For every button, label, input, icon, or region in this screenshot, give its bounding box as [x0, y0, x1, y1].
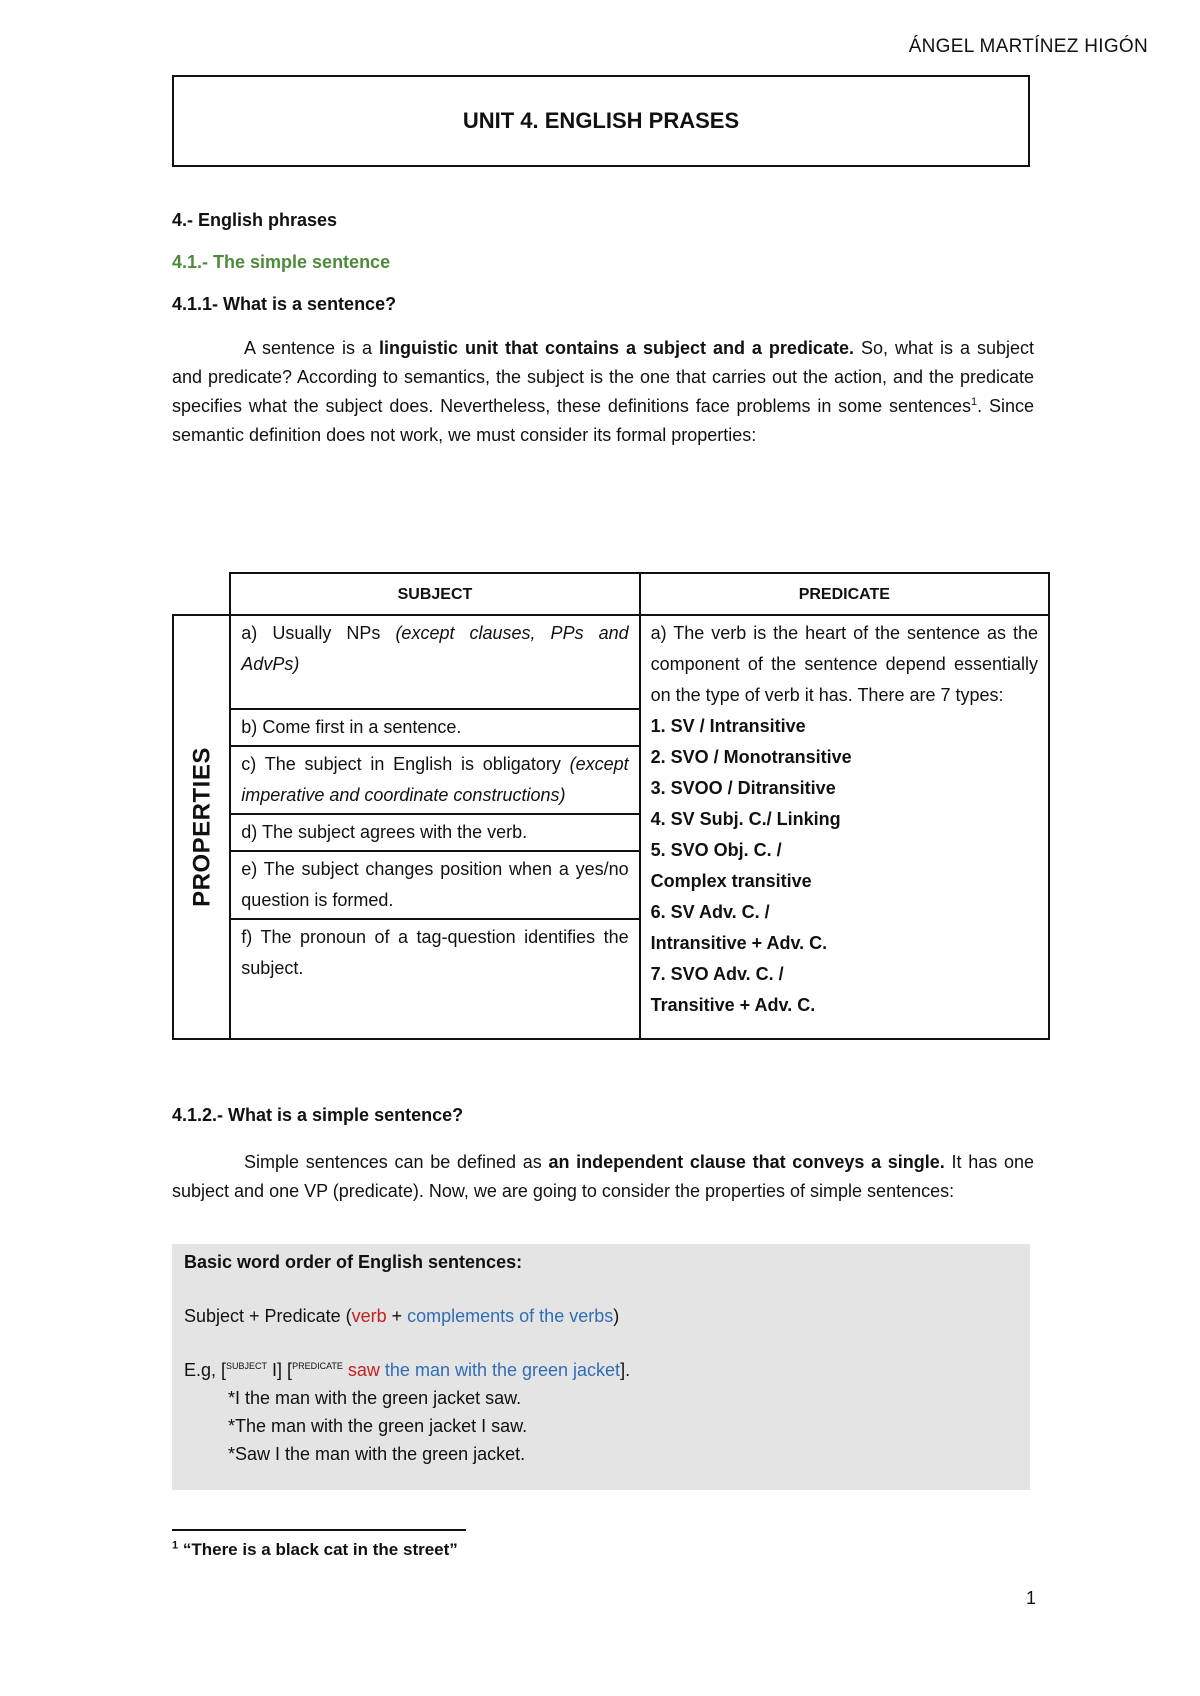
subject-header: SUBJECT [230, 573, 639, 615]
question-heading-1: 4.1.1- What is a sentence? [172, 294, 397, 314]
footnote-separator [172, 1529, 466, 1531]
table-corner [173, 573, 230, 615]
verb-type: 2. SVO / Monotransitive [650, 747, 852, 767]
wrong-example: *The man with the green jacket I saw. [228, 1416, 528, 1436]
properties-label: PROPERTIES [188, 747, 216, 907]
page-title: UNIT 4. ENGLISH PRASES [462, 108, 740, 133]
author-name: ÁNGEL MARTÍNEZ HIGÓN [908, 36, 1148, 57]
footnote-ref: 1 [971, 396, 978, 408]
predicate-intro: a) The verb is the heart of the sentence as the component of the sentence depend essentially on the type of verb it has. There are 7 types: [650, 623, 1038, 705]
subject-property-a: a) Usually NPs (except clauses, PPs and AdvPs) [230, 615, 639, 709]
box-heading: Basic word order of English sentences: [184, 1252, 523, 1272]
verb-type: 1. SV / Intransitive [650, 716, 806, 736]
predicate-cell [640, 615, 1049, 1039]
wrong-example: *Saw I the man with the green jacket. [228, 1444, 526, 1464]
sentence-definition-paragraph: A sentence is a linguistic unit that contains a subject and a predicate. So, what is a subject and predicate? According to semantics, the subject is the one that carries out the action, and the predicate specifies what the subject does. Nevertheless, these definitions face problems in some sentences$^1$. Since semantic definition does not work, we must consider its formal properties: [172, 338, 1035, 445]
subsection-heading: 4.1.- The simple sentence [172, 252, 391, 272]
subject-property-b: b) Come first in a sentence. [230, 709, 639, 746]
question-heading-2: 4.1.2.- What is a simple sentence? [172, 1105, 464, 1125]
subject-property-d: d) The subject agrees with the verb. [230, 814, 639, 851]
verb-type: 5. SVO Obj. C. / [650, 840, 782, 860]
verb-type: Complex transitive [650, 871, 812, 891]
footnote: $^1$ “There is a black cat in the street” [172, 1539, 458, 1559]
word-order-formula: Subject + Predicate (verb + complements of the verbs) [184, 1306, 620, 1326]
properties-side-cell [173, 615, 230, 1039]
verb-type: 4. SV Subj. C./ Linking [650, 809, 841, 829]
properties-table [172, 572, 1050, 1040]
subject-property-e: e) The subject changes position when a yes/no question is formed. [230, 851, 639, 919]
verb-type: Intransitive + Adv. C. [650, 933, 828, 953]
page-number: 1 [1025, 1588, 1036, 1608]
verb-type: 3. SVOO / Ditransitive [650, 778, 836, 798]
simple-sentence-paragraph: Simple sentences can be defined as an independent clause that conveys a single. It has one subject and one VP (predicate). Now, we are going to consider the properties of simple sentences: [172, 1152, 1034, 1201]
word-order-box [172, 1244, 1030, 1490]
verb-type: 7. SVO Adv. C. / [650, 964, 784, 984]
predicate-header: PREDICATE [640, 573, 1049, 615]
title-box [172, 75, 1030, 167]
verb-type: 6. SV Adv. C. / [650, 902, 770, 922]
subject-property-f: f) The pronoun of a tag-question identifies the subject. [230, 919, 639, 1039]
verb-type: Transitive + Adv. C. [650, 995, 816, 1015]
subject-property-c: c) The subject in English is obligatory (except imperative and coordinate constructions) [230, 746, 639, 814]
wrong-example: *I the man with the green jacket saw. [228, 1388, 522, 1408]
example-sentence: E.g, [$^{SUBJECT}$ I] [$^{PREDICATE}$ saw the man with the green jacket]. [184, 1360, 631, 1380]
section-heading: 4.- English phrases [172, 210, 338, 230]
